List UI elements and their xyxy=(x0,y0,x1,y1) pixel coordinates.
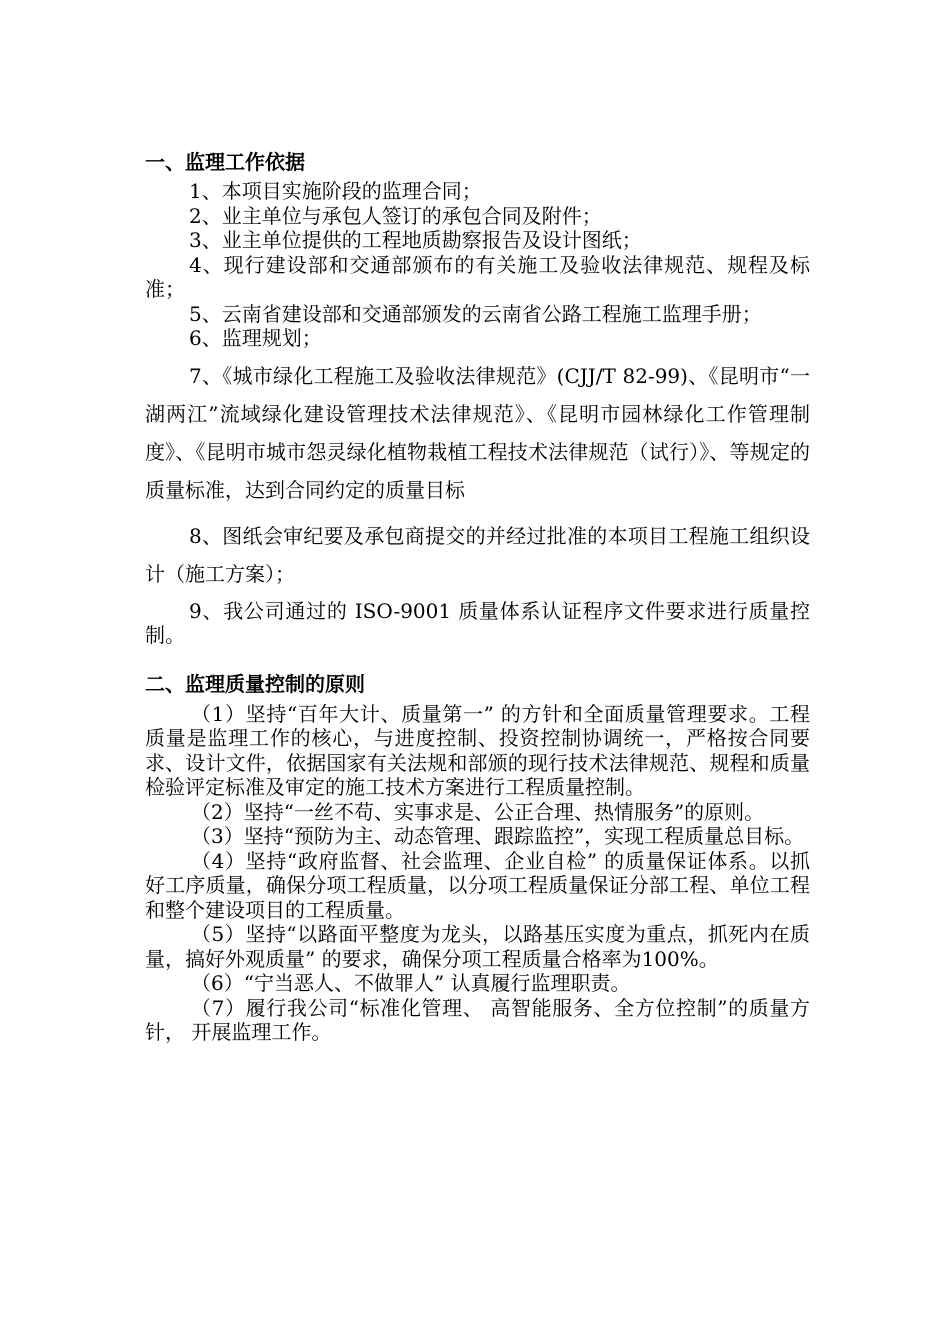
basis-item-6: 6、监理规划； xyxy=(189,326,322,350)
basis-item-8: 8、图纸会审纪要及承包商提交的并经过批准的本项目工程施工组织设计（施工方案）； xyxy=(145,523,810,586)
section2-title: 二、监理质量控制的原则 xyxy=(145,671,365,696)
basis-item-4: 4、现行建设部和交通部颁布的有关施工及验收法律规范、规程及标准； xyxy=(145,252,810,301)
principle-6: （6）“宁当恶人、不做罪人” 认真履行监理职责。 xyxy=(191,971,631,995)
principle-3: （3）坚持“预防为主、动态管理、跟踪监控”，实现工程质量总目标。 xyxy=(191,824,805,848)
principle-7: （7）履行我公司“标准化管理、 高智能服务、全方位控制”的质量方针， 开展监理工作。 xyxy=(145,995,810,1044)
basis-item-2: 2、业主单位与承包人签订的承包合同及附件； xyxy=(189,203,602,228)
basis-item-5: 5、云南省建设部和交通部颁发的云南省公路工程施工监理手册； xyxy=(189,301,762,326)
basis-item-7: 7、《城市绿化工程施工及验收法律规范》(CJJ/T 82-99)、《昆明市“一湖两江”流域绿化建设管理技术法律规范》、《昆明市园林绿化工作管理制度》、《昆明市城市怨灵绿化植物栽植工程技术法律规范（试行）》、等规定的质量标准，达到合同约定的质量目标 xyxy=(145,363,810,502)
basis-item-3: 3、业主单位提供的工程地质勘察报告及设计图纸； xyxy=(189,228,642,252)
principle-5: （5）坚持“以路面平整度为龙头，以路基压实度为重点，抓死内在质量，搞好外观质量” 的要求，确保分项工程质量合格率为100%。 xyxy=(145,922,810,971)
document-page xyxy=(145,145,810,1045)
principle-1: （1）坚持“百年大计、质量第一” 的方针和全面质量管理要求。工程质量是监理工作的核心，与进度控制、投资控制协调统一，严格按合同要求、设计文件，依据国家有关法规和部颁的现行技术法律规范、规程和质量检验评定标准及审定的施工技术方案进行工程质量控制。 xyxy=(145,701,810,799)
principle-2: （2）坚持“一丝不苟、实事求是、公正合理、热情服务”的原则。 xyxy=(191,799,765,824)
section1-title: 一、监理工作依据 xyxy=(145,150,305,174)
principle-4: （4）坚持“政府监督、社会监理、企业自检” 的质量保证体系。以抓好工序质量，确保分项工程质量，以分项工程质量保证分部工程、单位工程和整个建设项目的工程质量。 xyxy=(145,848,810,922)
basis-item-9: 9、我公司通过的 ISO-9001 质量体系认证程序文件要求进行质量控制。 xyxy=(145,598,810,647)
basis-item-1: 1、本项目实施阶段的监理合同； xyxy=(189,179,482,203)
